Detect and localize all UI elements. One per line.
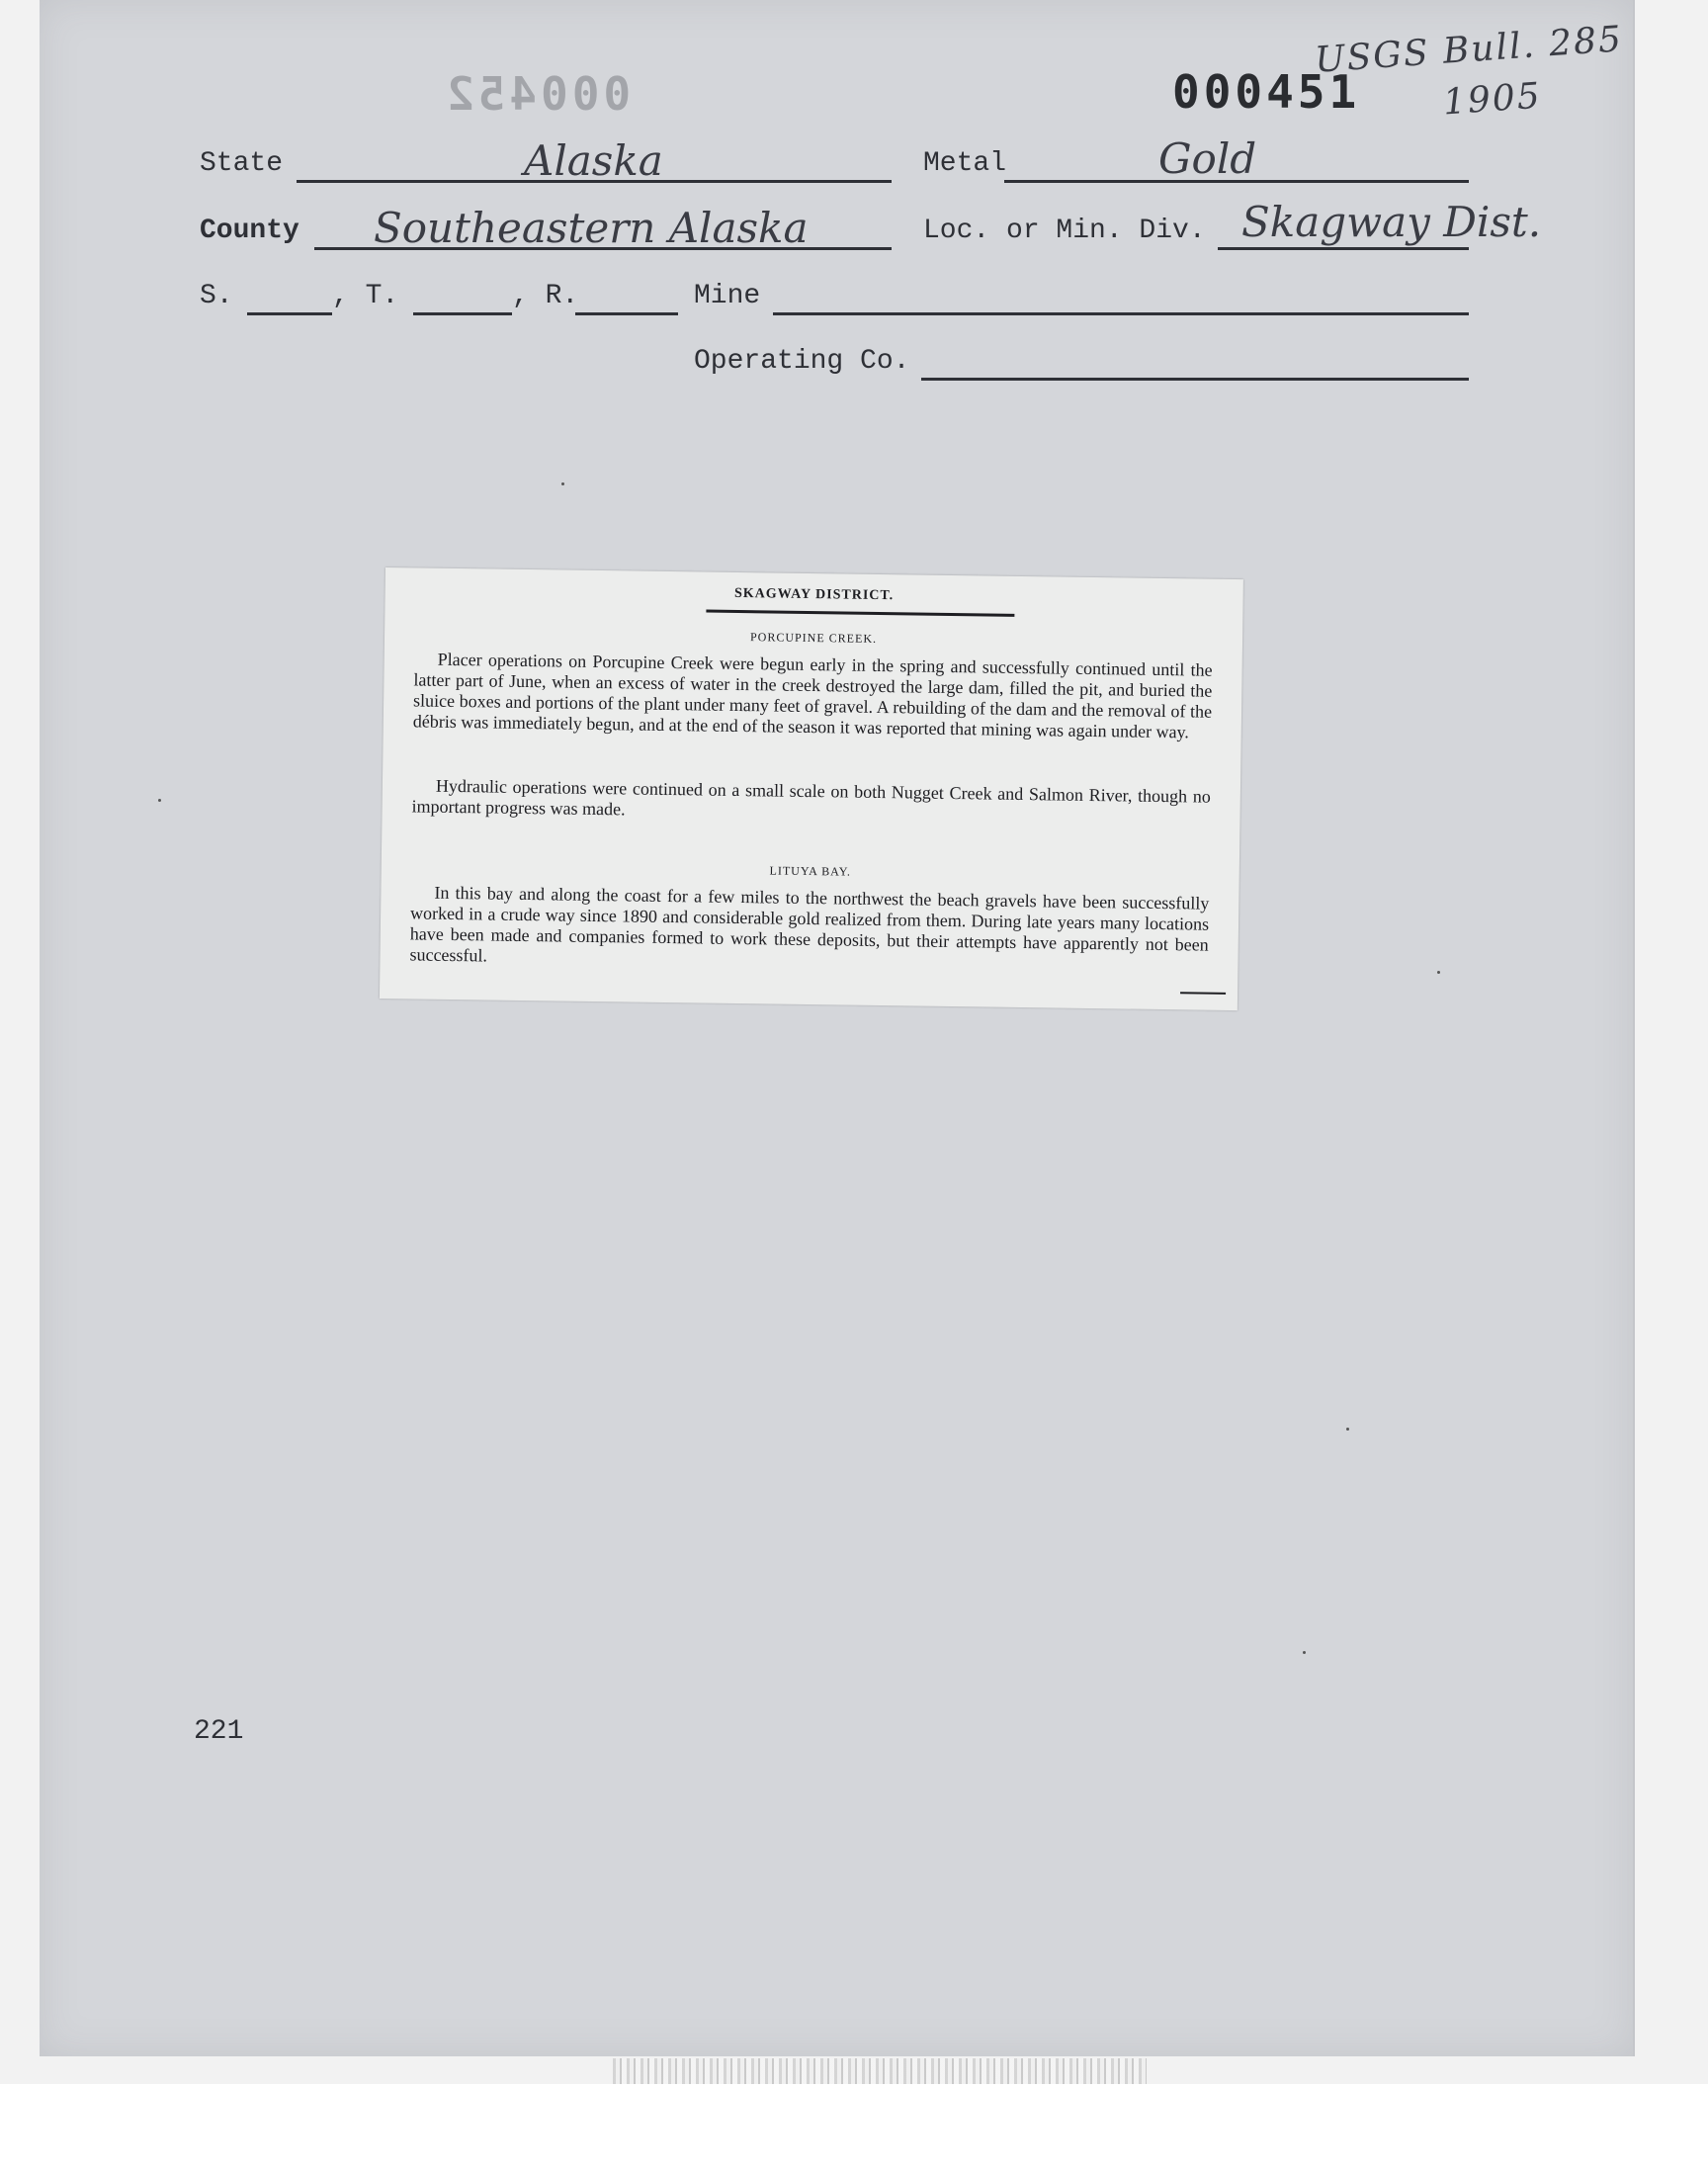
mine-label: Mine (694, 281, 761, 311)
operating-underline (921, 378, 1469, 381)
township-underline (413, 312, 512, 315)
scan-speck (561, 482, 564, 485)
scan-artifact (613, 2058, 1147, 2084)
record-card (40, 0, 1635, 2056)
clipping-title: SKAGWAY DISTRICT. (733, 585, 895, 604)
loc-value: Skagway Dist. (1241, 198, 1542, 246)
end-mark (1180, 992, 1226, 995)
county-value: Southeastern Alaska (374, 204, 809, 252)
stamp-number: 000451 (1172, 65, 1361, 119)
paragraph-hydraulic: Hydraulic operations were continued on a small scale on both Nugget Creek and Salmon River, though no important progress was made. (411, 775, 1211, 820)
section-heading-lituya: LITUYA BAY. (769, 863, 852, 879)
mine-underline (773, 312, 1469, 315)
pasted-clipping (380, 567, 1243, 1010)
paragraph-porcupine: Placer operations on Porcupine Creek were begun early in the spring and successfully continued until the latter part of June, when an excess of water in the creek destroyed the large dam, filled the pit, and buried the sluice boxes and portions of the plant under many feet of gravel. A rebuilding of the dam and the removal of the débris was immediately begun, and at the end of the season it was reported that mining was again under way. (412, 649, 1213, 742)
title-rule (706, 610, 1014, 617)
scan-speck (1437, 971, 1440, 974)
mirrored-stamp-number: 000452 (443, 67, 632, 121)
paragraph-lituya: In this bay and along the coast for a few miles to the northwest the beach gravels have been successfully worked in a crude way since 1890 and considerable gold realized from them. During late years many locations have been made and companies formed to work these deposits, but their attempts have apparently not been successful. (409, 882, 1210, 966)
scan-speck (1303, 1651, 1306, 1654)
range-label: , R. (512, 281, 579, 311)
section-underline (247, 312, 332, 315)
section-heading-porcupine: PORCUPINE CREEK. (749, 630, 878, 646)
page-number: 221 (194, 1716, 244, 1747)
scan-speck (158, 799, 161, 802)
township-label: , T. (332, 281, 399, 311)
loc-underline (1218, 247, 1469, 250)
state-value: Alaska (524, 136, 663, 185)
section-label: S. (200, 281, 233, 311)
reference-note: USGS Bull. 285 (1313, 19, 1625, 81)
metal-value: Gold (1158, 134, 1257, 183)
scan-margin (0, 2084, 1708, 2175)
range-underline (575, 312, 678, 315)
state-label: State (200, 148, 284, 179)
scan-speck (1346, 1428, 1349, 1431)
loc-label: Loc. or Min. Div. (923, 216, 1206, 246)
metal-label: Metal (923, 148, 1007, 179)
reference-year: 1905 (1441, 75, 1543, 124)
county-label: County (200, 216, 299, 246)
operating-label: Operating Co. (694, 346, 910, 377)
